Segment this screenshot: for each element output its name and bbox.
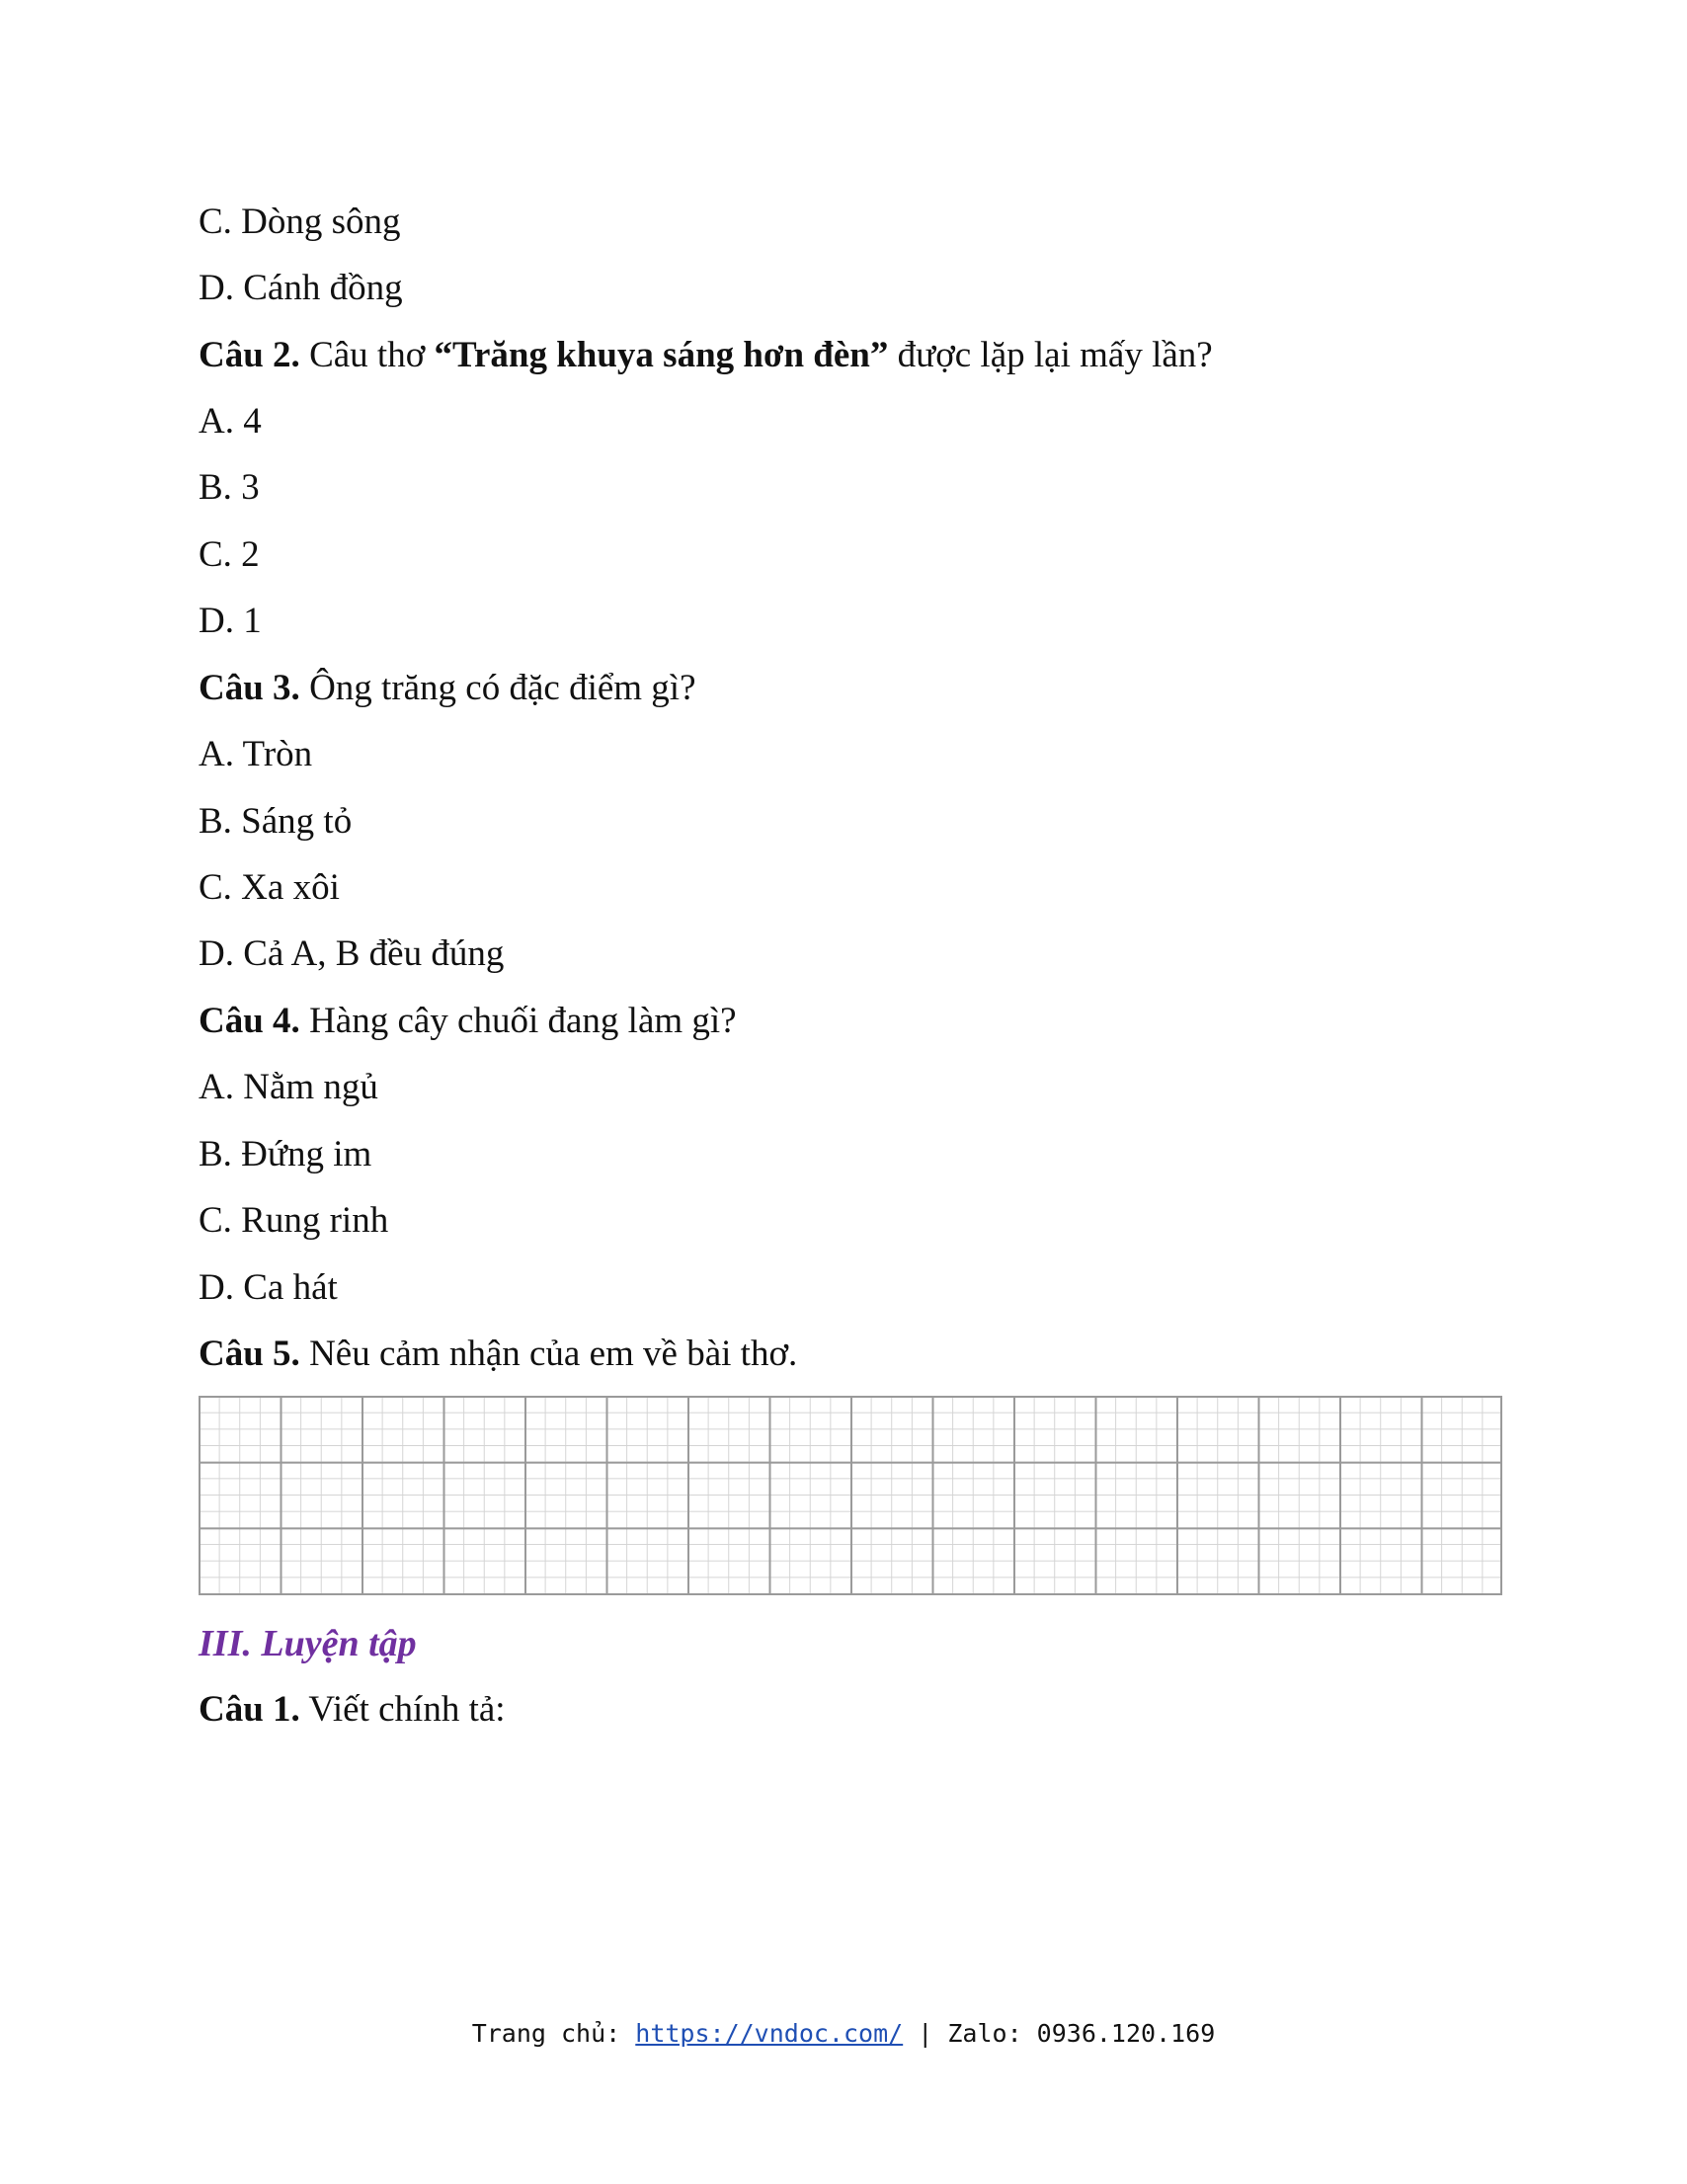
handwriting-grid: [199, 1396, 1502, 1595]
q4-option-d: D. Ca hát: [199, 1267, 338, 1308]
question-5: [199, 1331, 797, 1378]
q1-option-c: C. Dòng sông: [199, 202, 401, 242]
practice-question-1-text: Viết chính tả:: [299, 1689, 506, 1730]
q4-option-a: A. Nằm ngủ: [199, 1067, 378, 1107]
q3-option-c: C. Xa xôi: [199, 867, 340, 908]
question-4-label: Câu 4.: [199, 1001, 300, 1041]
question-4-text: Hàng cây chuối đang làm gì?: [299, 1001, 737, 1041]
question-3: [199, 665, 696, 712]
question-4: [199, 998, 737, 1045]
question-3-text: Ông trăng có đặc điểm gì?: [299, 668, 696, 708]
section-title-practice: III. Luyện tập: [199, 1623, 417, 1664]
question-2: [199, 332, 1213, 379]
question-3-label: Câu 3.: [199, 668, 300, 708]
question-5-text: Nêu cảm nhận của em về bài thơ.: [299, 1334, 798, 1374]
footer-zalo: Zalo: 0936.120.169: [947, 2019, 1216, 2048]
page-footer: [0, 2017, 1687, 2051]
footer-homepage-link[interactable]: https://vndoc.com/: [635, 2019, 904, 2048]
practice-question-1-label: Câu 1.: [199, 1689, 300, 1730]
footer-separator: |: [903, 2019, 948, 2048]
q1-option-d: D. Cánh đồng: [199, 268, 403, 308]
q2-option-b: B. 3: [199, 467, 260, 508]
question-2-text-before: Câu thơ: [299, 335, 435, 375]
q4-option-b: B. Đứng im: [199, 1134, 372, 1174]
q3-option-b: B. Sáng tỏ: [199, 801, 353, 842]
question-2-label: Câu 2.: [199, 335, 300, 375]
q3-option-a: A. Tròn: [199, 734, 313, 774]
q2-option-d: D. 1: [199, 601, 262, 641]
practice-question-1: [199, 1686, 506, 1734]
q2-option-c: C. 2: [199, 534, 260, 575]
q4-option-c: C. Rung rinh: [199, 1200, 389, 1241]
q2-option-a: A. 4: [199, 401, 262, 442]
question-2-text-after: được lặp lại mấy lần?: [888, 335, 1213, 375]
question-5-label: Câu 5.: [199, 1334, 300, 1374]
q3-option-d: D. Cả A, B đều đúng: [199, 933, 505, 974]
footer-prefix: Trang chủ:: [471, 2019, 636, 2048]
question-2-quote: “Trăng khuya sáng hơn đèn”: [434, 335, 889, 375]
